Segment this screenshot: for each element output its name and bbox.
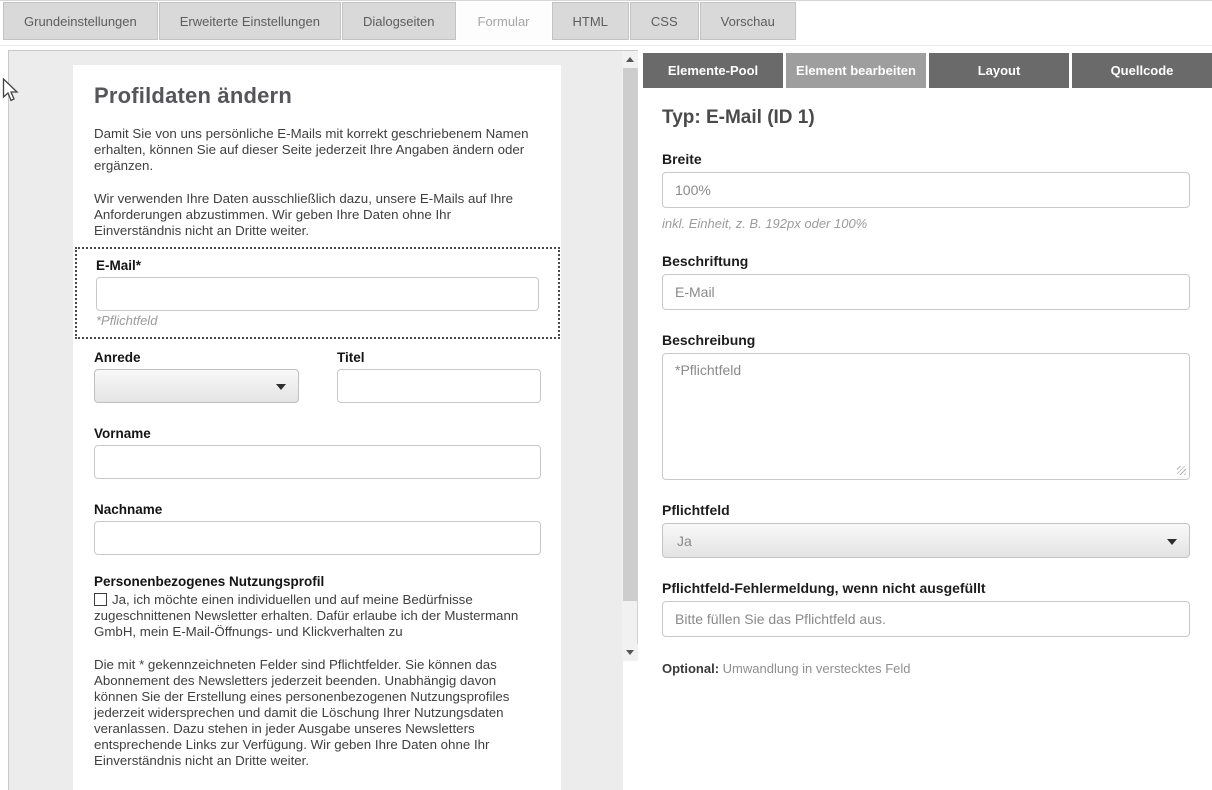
arrow-down-icon xyxy=(626,650,634,655)
resize-handle-icon[interactable] xyxy=(1177,466,1186,475)
nutzungsprofil-heading: Personenbezogenes Nutzungsprofil xyxy=(94,574,325,589)
mouse-cursor-icon xyxy=(2,78,19,103)
arrow-up-icon xyxy=(626,57,634,62)
vorname-input[interactable] xyxy=(94,445,541,479)
selected-email-element[interactable] xyxy=(75,247,560,339)
tab-grundeinstellungen[interactable]: Grundeinstellungen xyxy=(3,2,158,40)
preview-intro-2: Wir verwenden Ihre Daten ausschließlich dazu, unsere E-Mails auf Ihre Anforderungen abzustimmen. Wir geben Ihre Daten ohne Ihr Einverständnis nicht an Dritte weiter. xyxy=(94,191,514,238)
element-editor-pane xyxy=(639,46,1212,790)
pflichtfeld-label: Pflichtfeld xyxy=(662,502,730,518)
chevron-down-icon xyxy=(1167,539,1177,545)
tab-vorschau[interactable]: Vorschau xyxy=(700,2,796,40)
scroll-up-button[interactable] xyxy=(622,51,638,68)
consent-paragraph xyxy=(94,592,541,640)
tab-dialogseiten[interactable]: Dialogseiten xyxy=(342,2,456,40)
fehlermeldung-label: Pflichtfeld-Fehlermeldung, wenn nicht ausgefüllt xyxy=(662,580,986,596)
beschriftung-label: Beschriftung xyxy=(662,253,749,269)
pflichtfeld-select[interactable] xyxy=(662,523,1190,558)
main-tabs xyxy=(3,2,797,40)
nachname-input[interactable] xyxy=(94,521,541,555)
breite-label: Breite xyxy=(662,151,702,167)
anrede-label: Anrede xyxy=(94,350,141,365)
preview-intro-1: Damit Sie von uns persönliche E-Mails mit korrekt geschriebenem Namen erhalten, können Sie auf dieser Seite jederzeit Ihre Angaben ändern oder ergänzen. xyxy=(94,126,529,173)
chevron-down-icon xyxy=(276,384,286,390)
nachname-label: Nachname xyxy=(94,502,163,517)
element-type-title: Typ: E-Mail (ID 1) xyxy=(662,107,815,128)
anrede-select[interactable] xyxy=(94,369,299,403)
editor-body xyxy=(662,102,1190,676)
pflichtfeld-selected-value: Ja xyxy=(677,532,692,549)
beschriftung-input[interactable] xyxy=(662,274,1190,310)
titel-label: Titel xyxy=(337,350,365,365)
optional-row xyxy=(662,661,1190,676)
tab-quellcode[interactable]: Quellcode xyxy=(1072,53,1212,88)
scrollbar-thumb[interactable] xyxy=(623,68,637,601)
tab-html[interactable]: HTML xyxy=(552,2,629,40)
beschreibung-textarea[interactable] xyxy=(662,353,1190,480)
tab-elemente-pool[interactable]: Elemente-Pool xyxy=(643,53,783,88)
main-tabbar xyxy=(0,0,1212,1)
hidden-field-link[interactable]: Umwandlung in verstecktes Feld xyxy=(722,661,911,676)
tab-element-bearbeiten[interactable]: Element bearbeiten xyxy=(786,53,926,88)
fehlermeldung-input[interactable] xyxy=(662,601,1190,637)
consent-text: Ja, ich möchte einen individuellen und auf meine Bedürfnisse zugeschnittenen Newsletter erhalten. Dafür erlaube ich der Mustermann GmbH, mein E-Mail-Öffnungs- und Klickverhalten zu xyxy=(94,592,519,639)
editor-tabs xyxy=(643,53,1212,88)
titel-input[interactable] xyxy=(337,369,541,403)
beschreibung-label: Beschreibung xyxy=(662,332,756,348)
vorname-label: Vorname xyxy=(94,426,151,441)
tab-css[interactable]: CSS xyxy=(630,2,699,40)
email-label: E-Mail* xyxy=(96,258,142,273)
tab-layout[interactable]: Layout xyxy=(929,53,1069,88)
consent-checkbox[interactable] xyxy=(94,593,107,606)
email-required-hint: *Pflichtfeld xyxy=(96,313,158,328)
optional-label: Optional: xyxy=(662,661,720,676)
tab-formular[interactable]: Formular xyxy=(457,2,551,40)
email-input[interactable] xyxy=(96,277,539,311)
preview-title: Profildaten ändern xyxy=(94,83,292,108)
form-preview-pane xyxy=(8,50,623,790)
breite-input[interactable] xyxy=(662,172,1190,208)
preview-footer-text: Die mit * gekennzeichneten Felder sind Pflichtfelder. Sie können das Abonnement des Newsletters jederzeit beenden. Unabhängig davon können Sie der Erstellung eines personenbezogenen Nutzungsprofiles jederzeit widersprechen und damit die Löschung Ihrer Nutzungsdaten veranlassen. Dazu stehen in jeder Ausgabe unseres Newsletters entsprechende Links zur Verfügung. Wir geben Ihre Daten ohne Ihr Einverständnis nicht an Dritte weiter. xyxy=(94,657,510,768)
scroll-down-button[interactable] xyxy=(622,644,638,661)
breite-hint: inkl. Einheit, z. B. 192px oder 100% xyxy=(662,216,868,231)
form-preview-card xyxy=(73,65,561,790)
tab-erweiterte-einstellungen[interactable]: Erweiterte Einstellungen xyxy=(159,2,341,40)
preview-scrollbar[interactable] xyxy=(622,50,638,661)
